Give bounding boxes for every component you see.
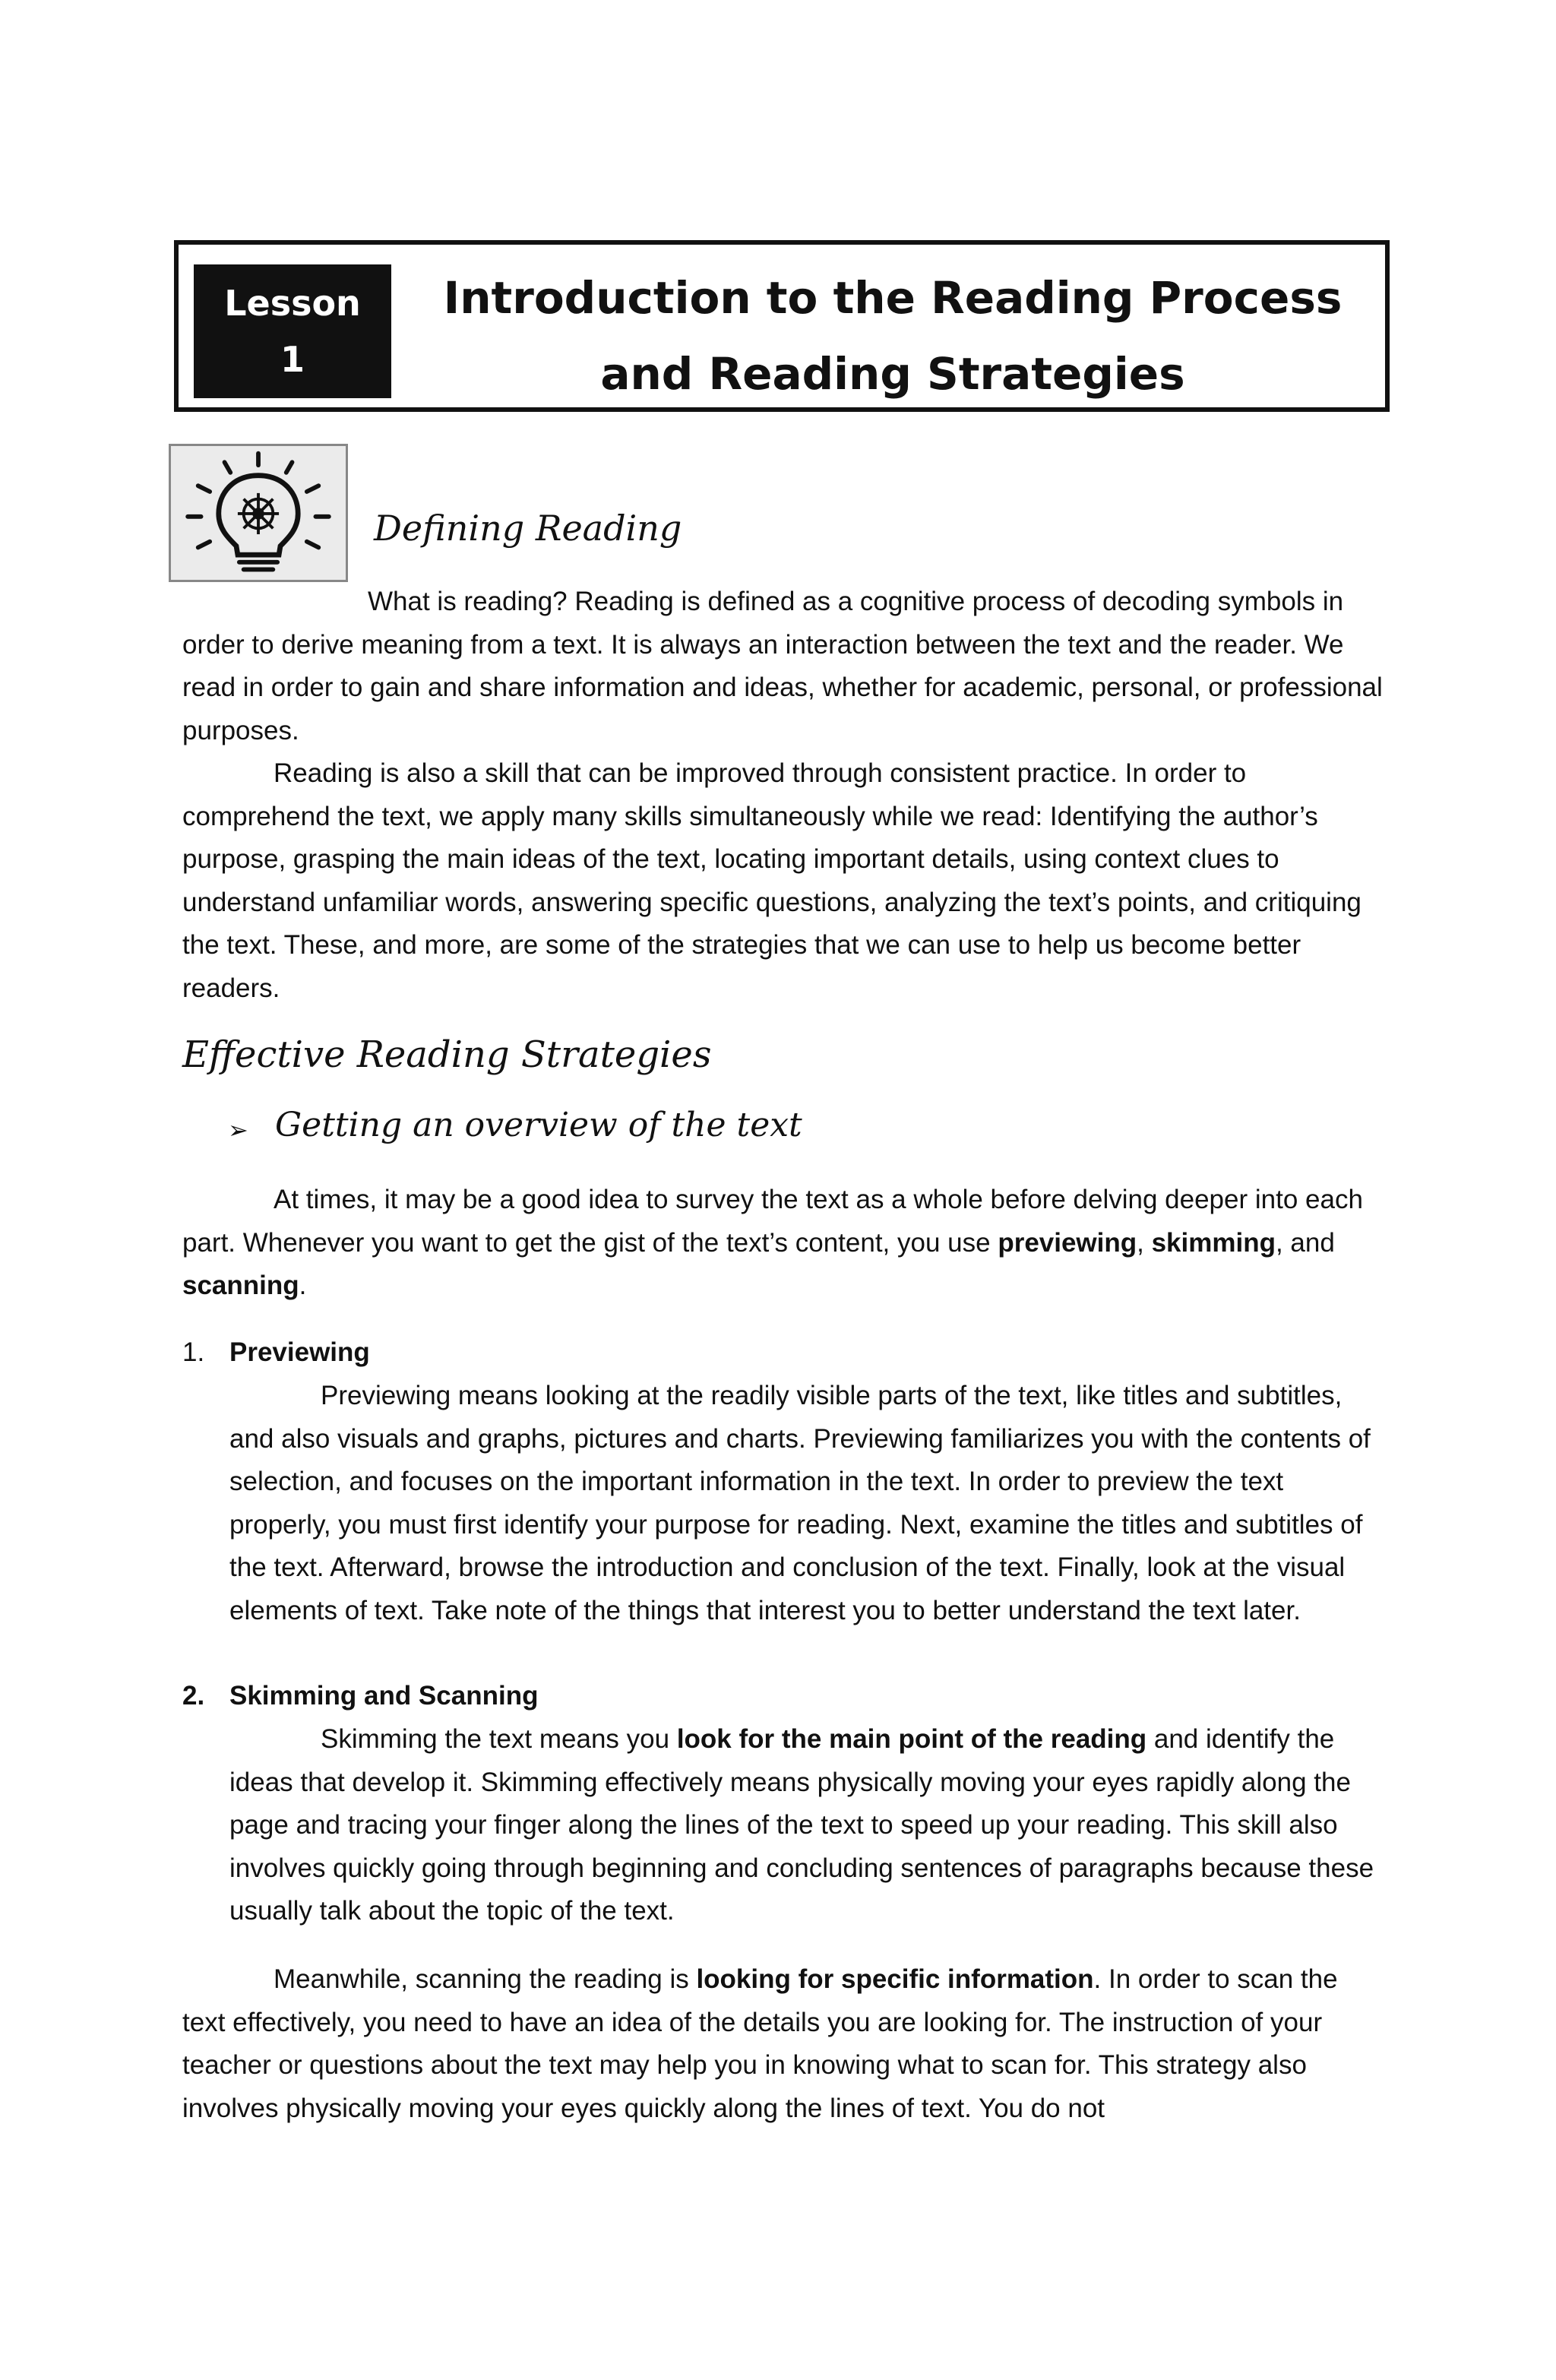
subheading-getting-overview: Getting an overview of the text (275, 1106, 802, 1144)
scanning-text-a: Meanwhile, scanning the reading is (274, 1964, 697, 1994)
item-heading-previewing: Previewing (229, 1337, 370, 1367)
item-number-1: 1. (182, 1337, 205, 1367)
lesson-title (414, 260, 1371, 412)
lightbulb-idea-icon (169, 444, 348, 582)
skimming-bold: look for the main point of the reading (676, 1724, 1147, 1754)
scanning-text-b: . In order to scan the text effectively, you need to have an idea of the details you are looking for. The instruction of your teacher or questions about the text may help you in knowing what to scan for. This strategy also involves physically moving your eyes quickly along the lines of text. You do not (182, 1964, 1338, 2123)
paragraph-reading-skill: Reading is also a skill that can be improved through consistent practice. In order to comprehend the text, we apply many skills simultaneously while we read: Identifying the author’s purpose, grasping the main ideas of the text, locating important details, using context clues to understand unfamiliar words, answering specific questions, analyzing the text’s points, and critiquing the text. These, and more, are some of the strategies that we can use to help us become better readers. (182, 758, 1362, 1003)
paragraph-overview-intro (182, 1179, 1383, 1308)
lesson-badge (194, 264, 391, 398)
lesson-title-line1: Introduction to the Reading Process (443, 272, 1343, 324)
paragraph-previewing: Previewing means looking at the readily visible parts of the text, like titles and subtitles, and also visuals and graphs, pictures and charts. Previewing familiarizes you with the contents of selection, and focuses on the important information in the text. In order to preview the text properly, you must first identify your purpose for reading. Next, examine the titles and subtitles of the text. Afterward, browse the introduction and conclusion of the text. Finally, look at the visual elements of text. Take note of the things that interest you to better understand the text later. (229, 1381, 1371, 1625)
lesson-word: Lesson (224, 283, 361, 324)
heading-effective-reading-strategies: Effective Reading Strategies (182, 1033, 712, 1076)
item-heading-skimming-scanning: Skimming and Scanning (229, 1681, 539, 1711)
lesson-header (174, 240, 1390, 412)
scanning-bold: looking for specific information (696, 1964, 1094, 1994)
paragraph-scanning (182, 1958, 1383, 2130)
lesson-title-line2: and Reading Strategies (600, 348, 1185, 400)
item-number-2: 2. (182, 1681, 205, 1711)
paragraph-skimming (229, 1718, 1383, 1933)
overview-intro-a: At times, it may be a good idea to survey the text as a whole before delving deeper into each part. Whenever you want to get the gist of the text’s content, you use (182, 1185, 1363, 1258)
term-skimming: skimming (1151, 1227, 1276, 1258)
term-scanning: scanning (182, 1271, 299, 1301)
arrow-bullet-icon: ➢ (228, 1116, 248, 1144)
paragraph-what-is-reading: What is reading? Reading is defined as a cognitive process of decoding symbols in order to derive meaning from a text. It is always an interaction between the text and the reader. We read in order to gain and share information and ideas, whether for academic, personal, or professional purposes. (182, 587, 1383, 745)
overview-intro-d: , and (1275, 1227, 1335, 1258)
skimming-text-a: Skimming the text means you (321, 1724, 677, 1754)
overview-intro-c: , (1137, 1227, 1152, 1258)
skimming-text-b: and identify the ideas that develop it. Skimming effectively means physically moving your eyes rapidly along the page and tracing your finger along the lines of the text to speed up your reading. This skill also involves quickly going through beginning and concluding sentences of paragraphs because these usually talk about the topic of the text. (229, 1724, 1374, 1926)
term-previewing: previewing (998, 1227, 1137, 1258)
heading-defining-reading: Defining Reading (374, 508, 682, 549)
overview-intro-e: . (299, 1271, 307, 1301)
lesson-number: 1 (280, 339, 305, 380)
